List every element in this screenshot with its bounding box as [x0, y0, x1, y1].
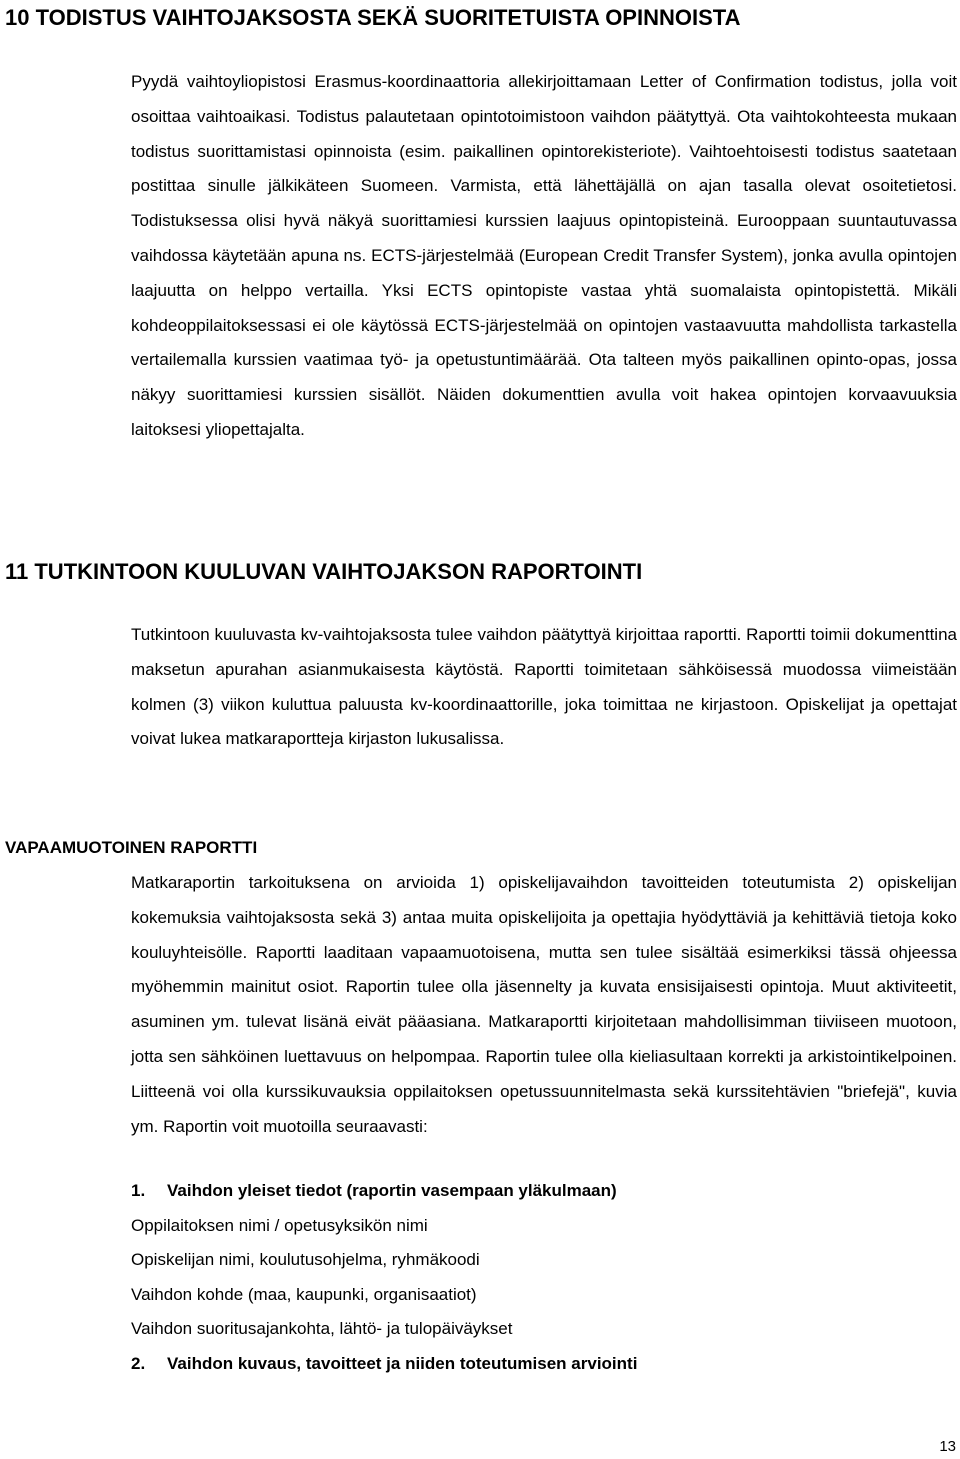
section-11-paragraph: Tutkintoon kuuluvasta kv-vaihtojaksosta tulee vaihdon päätyttyä kirjoittaa raportti. Raportti toimii dokumenttina maksetun apurahan asianmukaisesta käytöstä. Raportti toimitetaan sähköisessä muodossa viimeistään kolmen (3) viikon kuluttua paluusta kv-koordinaattorille, joka toimittaa ne kirjastoon. Opiskelijat ja opettajat voivat lukea matkaraportteja kirjaston lukusalissa. [131, 625, 957, 749]
section-10-paragraph: Pyydä vaihtoyliopistosi Erasmus-koordinaattoria allekirjoittamaan Letter of Confirmation todistus, jolla voit osoittaa vaihtoaikasi. Todistus palautetaan opintotoimistoon vaihdon päätyttyä. Ota vaihtokohteesta mukaan todistus suorittamistasi opinnoista (esim. paikallinen opintorekisteriote). Vaihtoehtoisesti todistus saatetaan postittaa sinulle jälkikäteen Suomeen. Varmista, että lähettäjällä on ajan tasalla olevat osoitetietosi. Todistuksessa olisi hyvä näkyä suorittamiesi kurssien laajuus opintopisteinä. Eurooppaan suuntautuvassa vaihdossa käytetään apuna ns. ECTS-järjestelmää (European Credit Transfer System), jonka avulla opintojen laajuutta on helppo vertailla. Yksi ECTS opintopiste vastaa yhtä suomalaista opintopistettä. Mikäli kohdeoppilaitoksessasi ei ole käytössä ECTS-järjestelmää on opintojen vastaavuutta mahdollista tarkastella vertailemalla kurssien vaatimaa työ- ja opetustuntimäärää. Ota talteen myös paikallinen opinto-opas, jossa näkyy suorittamiesi kurssien sisällöt. Näiden dokumenttien avulla voit hakea opintojen korvaavuuksia laitoksesi yliopettajalta. [131, 72, 957, 439]
free-report-heading: VAPAAMUOTOINEN RAPORTTI [5, 838, 258, 857]
list-item-2-number: 2. [131, 1353, 146, 1373]
list-item-1-title: Vaihdon yleiset tiedot (raportin vasempaan yläkulmaan) [167, 1181, 617, 1200]
list-item-1-line: Opiskelijan nimi, koulutusohjelma, ryhmäkoodi [131, 1250, 480, 1270]
section-10-heading: 10 TODISTUS VAIHTOJAKSOSTA SEKÄ SUORITETUISTA OPINNOISTA [5, 5, 741, 30]
list-item-1-line: Vaihdon suoritusajankohta, lähtö- ja tulopäiväykset [131, 1319, 513, 1339]
list-item-1-line: Vaihdon kohde (maa, kaupunki, organisaatiot) [131, 1284, 477, 1304]
section-11-heading: 11 TUTKINTOON KUULUVAN VAIHTOJAKSON RAPORTOINTI [5, 559, 643, 584]
page-number: 13 [939, 1438, 956, 1455]
list-item-1-heading [131, 1174, 957, 1209]
free-report-paragraph: Matkaraportin tarkoituksena on arvioida 1) opiskelijavaihdon tavoitteiden toteutumista 2) opiskelijan kokemuksia vaihtojaksosta sekä 3) antaa muita opiskelijoita ja opettajia hyödyttäviä ja kehittäviä tietoja koko kouluyhteisölle. Raportti laaditaan vapaamuotoisena, mutta sen tulee sisältää esimerkiksi tässä ohjeessa myöhemmin mainitut osiot. Raportin tulee olla jäsennelty ja kuvata ensisijaisesti opintoja. Muut aktiviteetit, asuminen ym. tulevat lisänä eivät pääasiana. Matkaraportti kirjoitetaan mahdollisimman tiiviiseen muotoon, jotta sen sähköinen luettavuus on helpompaa. Raportin tulee olla kieliasultaan korrekti ja arkistointikelpoinen. Liitteenä voi olla kurssikuvauksia oppilaitoksen opetussuunnitelmasta sekä kurssitehtävien "briefejä", kuvia ym. Raportin voit muotoilla seuraavasti: [131, 873, 957, 1136]
list-item-1-number: 1. [131, 1181, 146, 1200]
list-item-1-line: Oppilaitoksen nimi / opetusyksikön nimi [131, 1215, 428, 1235]
list-item-2-title: Vaihdon kuvaus, tavoitteet ja niiden toteutumisen arviointi [167, 1353, 638, 1373]
list-item-2-heading [131, 1347, 957, 1382]
report-structure-list [131, 1174, 957, 1382]
